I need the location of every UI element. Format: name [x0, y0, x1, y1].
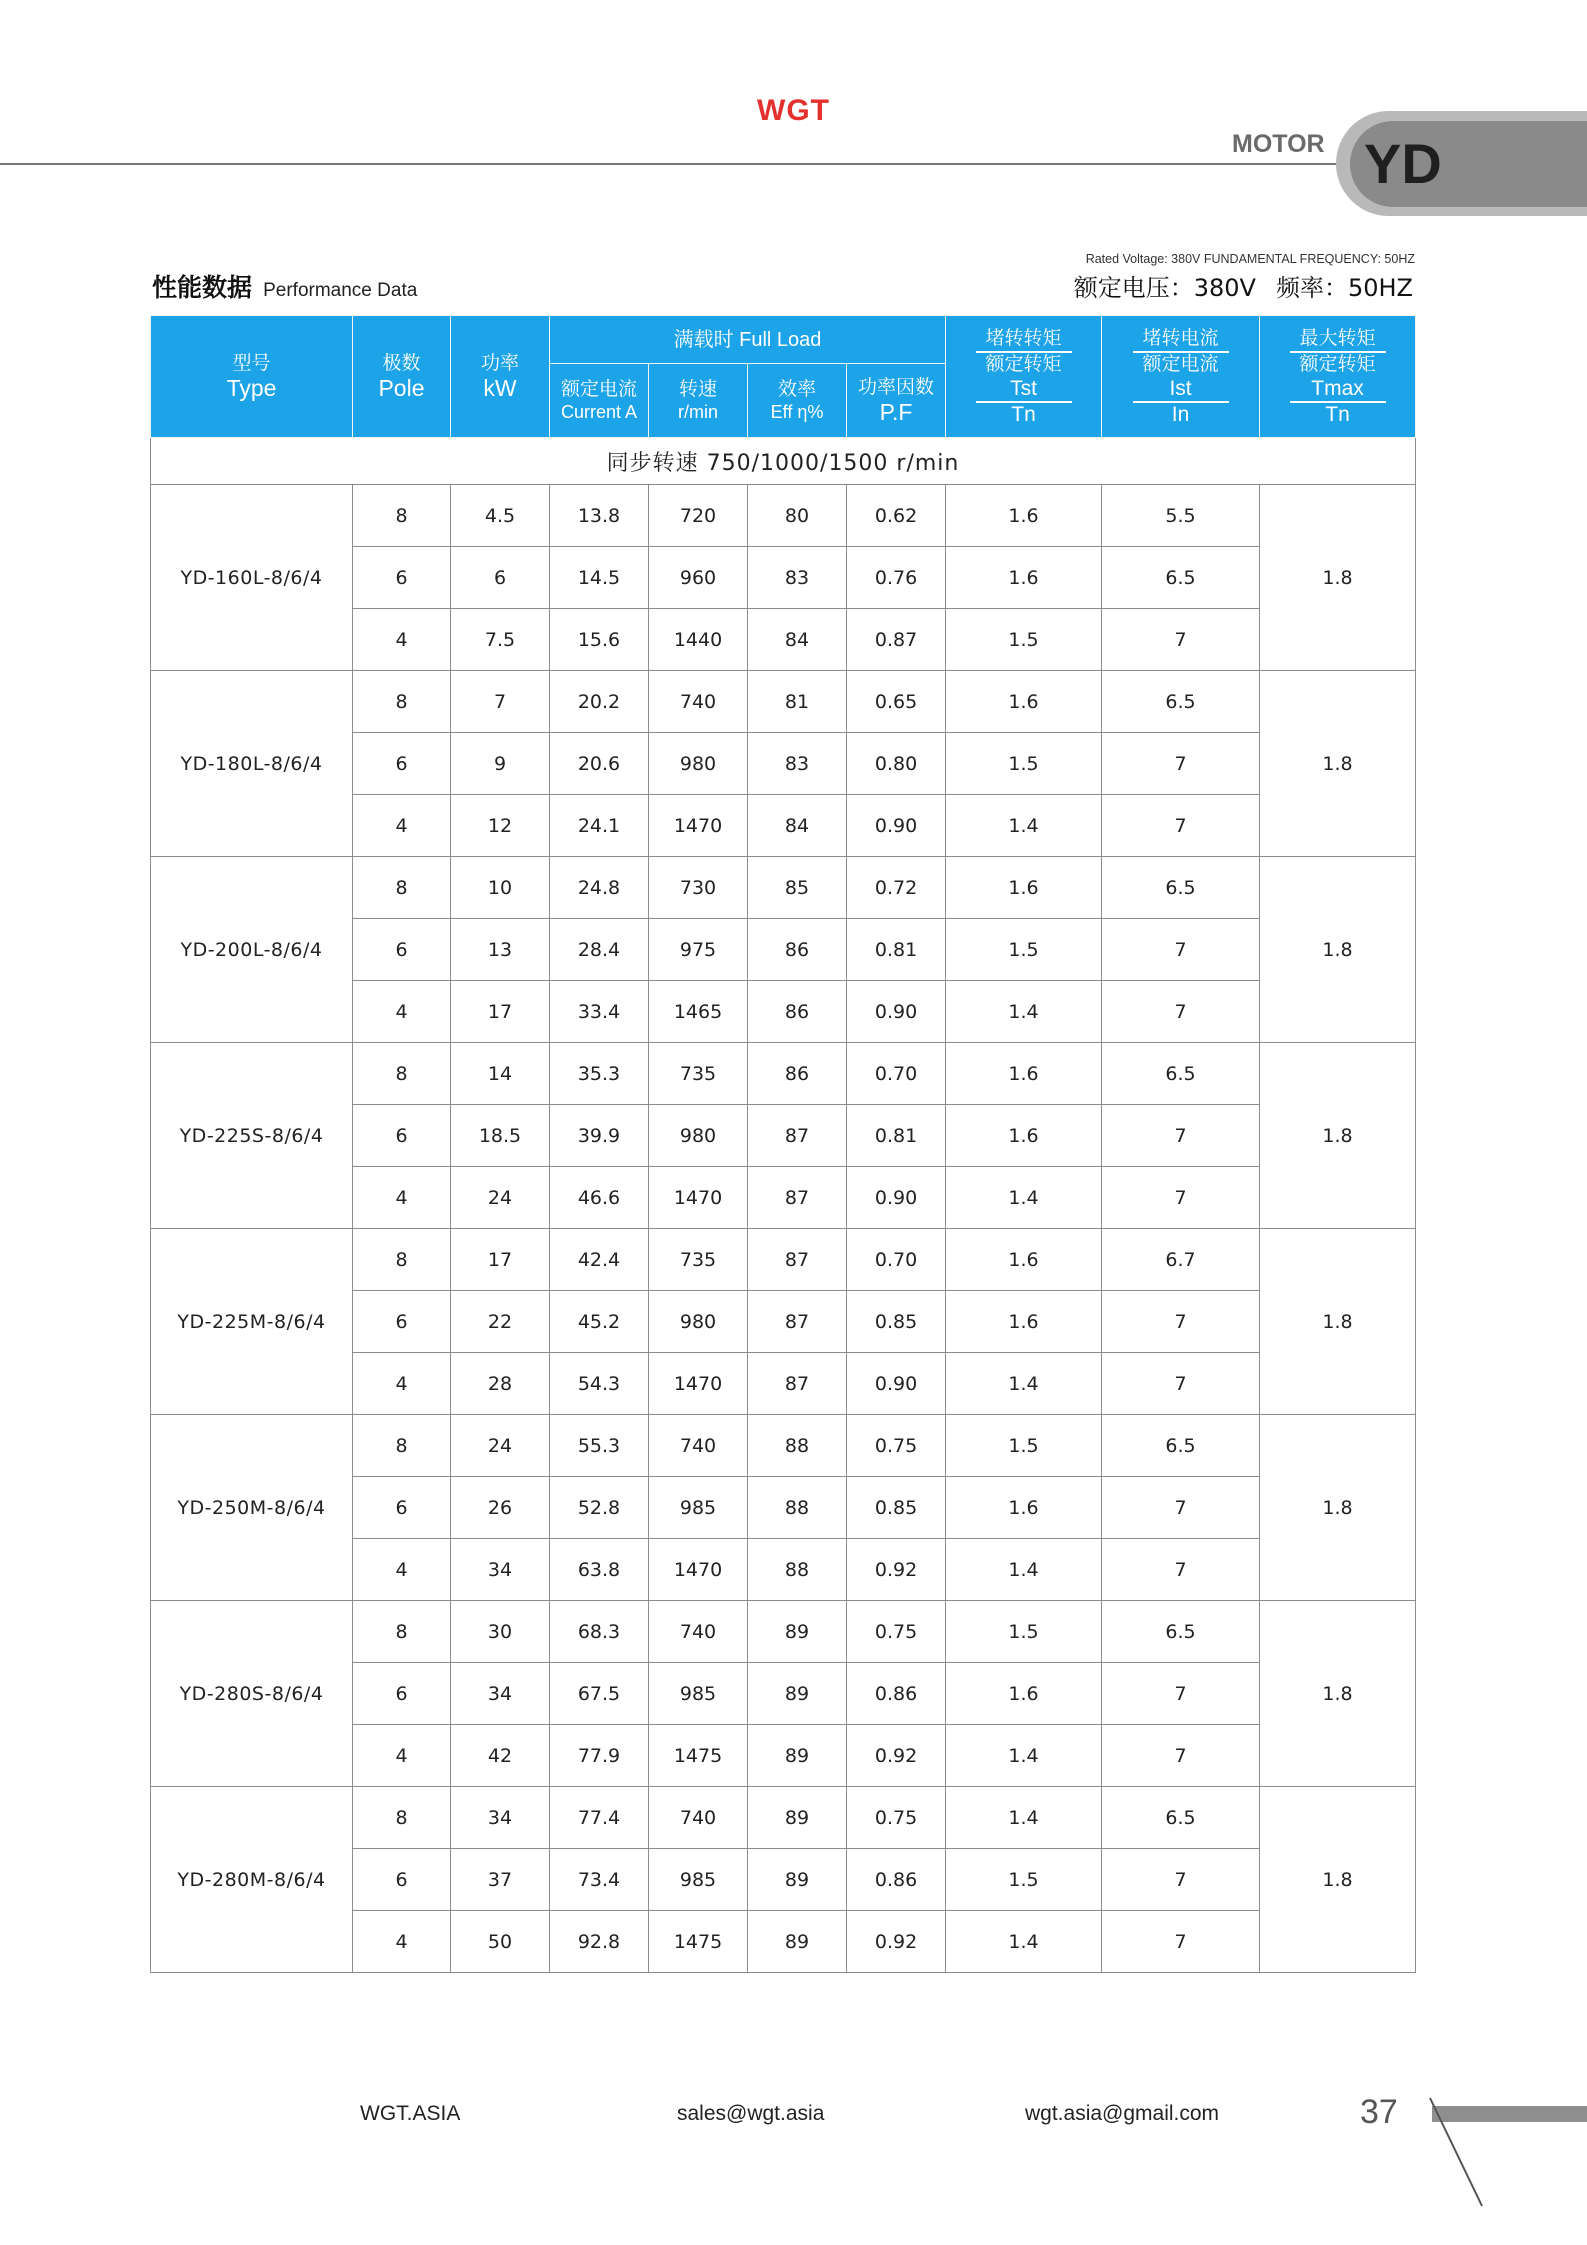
cell-power: 28	[451, 1353, 550, 1415]
table-row	[151, 1787, 1416, 1849]
cell-pole: 8	[353, 671, 451, 733]
footer-email-gmail: wgt.asia@gmail.com	[1025, 2102, 1220, 2125]
table-row	[151, 1415, 1416, 1477]
cell-power: 24	[451, 1167, 550, 1229]
rated-voltage: 额定电压：380V	[1073, 274, 1256, 302]
cell-efficiency: 88	[748, 1415, 847, 1477]
model-type: YD-280S-8/6/4	[151, 1601, 353, 1787]
title-cn: 性能数据	[152, 273, 253, 302]
cell-power: 42	[451, 1725, 550, 1787]
cell-power-factor: 0.81	[847, 919, 946, 981]
cell-efficiency: 89	[748, 1849, 847, 1911]
cell-current: 24.8	[550, 857, 649, 919]
col-speed: 转速 r/min	[649, 364, 748, 438]
cell-ist-ratio: 6.5	[1102, 671, 1260, 733]
cell-speed: 720	[649, 485, 748, 547]
cell-power-factor: 0.70	[847, 1043, 946, 1105]
cell-speed: 740	[649, 1787, 748, 1849]
cell-pole: 4	[353, 1167, 451, 1229]
model-type: YD-160L-8/6/4	[151, 485, 353, 671]
cell-tmax-ratio: 1.8	[1260, 1415, 1416, 1601]
cell-speed: 1470	[649, 795, 748, 857]
cell-ist-ratio: 7	[1102, 1849, 1260, 1911]
cell-speed: 735	[649, 1043, 748, 1105]
cell-pole: 4	[353, 1911, 451, 1973]
col-pole: 极数 Pole	[353, 316, 451, 438]
cell-efficiency: 81	[748, 671, 847, 733]
cell-power-factor: 0.92	[847, 1911, 946, 1973]
cell-power-factor: 0.90	[847, 981, 946, 1043]
cell-efficiency: 87	[748, 1291, 847, 1353]
cell-efficiency: 84	[748, 609, 847, 671]
cell-power: 13	[451, 919, 550, 981]
cell-power: 18.5	[451, 1105, 550, 1167]
section-label: MOTOR	[1232, 130, 1325, 158]
cell-pole: 8	[353, 1601, 451, 1663]
cell-speed: 980	[649, 1105, 748, 1167]
cell-speed: 1440	[649, 609, 748, 671]
page-title	[152, 268, 417, 304]
title-en: Performance Data	[263, 280, 418, 301]
cell-current: 35.3	[550, 1043, 649, 1105]
cell-current: 73.4	[550, 1849, 649, 1911]
cell-current: 54.3	[550, 1353, 649, 1415]
cell-ist-ratio: 6.5	[1102, 1787, 1260, 1849]
cell-ist-ratio: 7	[1102, 1353, 1260, 1415]
cell-tst-ratio: 1.4	[946, 1911, 1102, 1973]
cell-power-factor: 0.65	[847, 671, 946, 733]
cell-tst-ratio: 1.4	[946, 1787, 1102, 1849]
cell-speed: 740	[649, 1415, 748, 1477]
cell-current: 46.6	[550, 1167, 649, 1229]
cell-speed: 975	[649, 919, 748, 981]
table-row	[151, 1043, 1416, 1105]
cell-power: 17	[451, 981, 550, 1043]
rated-voltage-frequency	[1074, 268, 1413, 303]
cell-speed: 985	[649, 1849, 748, 1911]
cell-tst-ratio: 1.6	[946, 1291, 1102, 1353]
cell-pole: 6	[353, 1477, 451, 1539]
cell-efficiency: 89	[748, 1725, 847, 1787]
cell-power-factor: 0.87	[847, 609, 946, 671]
cell-power: 10	[451, 857, 550, 919]
cell-tst-ratio: 1.4	[946, 1353, 1102, 1415]
cell-power: 34	[451, 1787, 550, 1849]
cell-power: 4.5	[451, 485, 550, 547]
cell-pole: 8	[353, 1415, 451, 1477]
cell-pole: 6	[353, 547, 451, 609]
table-row	[151, 857, 1416, 919]
cell-tst-ratio: 1.5	[946, 733, 1102, 795]
model-rows	[151, 485, 1416, 1973]
cell-efficiency: 84	[748, 795, 847, 857]
cell-ist-ratio: 6.5	[1102, 1415, 1260, 1477]
cell-efficiency: 86	[748, 981, 847, 1043]
cell-power-factor: 0.75	[847, 1787, 946, 1849]
cell-tmax-ratio: 1.8	[1260, 1601, 1416, 1787]
model-type: YD-280M-8/6/4	[151, 1787, 353, 1973]
cell-current: 39.9	[550, 1105, 649, 1167]
cell-pole: 6	[353, 1105, 451, 1167]
cell-tst-ratio: 1.4	[946, 1539, 1102, 1601]
cell-ist-ratio: 7	[1102, 1291, 1260, 1353]
cell-efficiency: 87	[748, 1167, 847, 1229]
footer-site: WGT.ASIA	[360, 2102, 461, 2125]
cell-ist-ratio: 6.5	[1102, 857, 1260, 919]
cell-efficiency: 89	[748, 1911, 847, 1973]
cell-power-factor: 0.70	[847, 1229, 946, 1291]
cell-tst-ratio: 1.4	[946, 1167, 1102, 1229]
cell-power: 37	[451, 1849, 550, 1911]
cell-tst-ratio: 1.4	[946, 795, 1102, 857]
header-divider	[0, 163, 1345, 165]
cell-tst-ratio: 1.6	[946, 1663, 1102, 1725]
cell-tst-ratio: 1.5	[946, 1849, 1102, 1911]
cell-pole: 8	[353, 1043, 451, 1105]
cell-current: 14.5	[550, 547, 649, 609]
cell-ist-ratio: 7	[1102, 1167, 1260, 1229]
cell-power-factor: 0.85	[847, 1477, 946, 1539]
cell-pole: 4	[353, 1725, 451, 1787]
cell-tst-ratio: 1.6	[946, 857, 1102, 919]
cell-current: 28.4	[550, 919, 649, 981]
product-code: YD	[1364, 132, 1442, 195]
cell-pole: 4	[353, 1539, 451, 1601]
cell-efficiency: 87	[748, 1105, 847, 1167]
cell-tst-ratio: 1.6	[946, 671, 1102, 733]
cell-power: 7.5	[451, 609, 550, 671]
cell-current: 77.9	[550, 1725, 649, 1787]
cell-efficiency: 88	[748, 1477, 847, 1539]
col-type: 型号 Type	[151, 316, 353, 438]
table-row	[151, 1229, 1416, 1291]
cell-efficiency: 89	[748, 1601, 847, 1663]
cell-power-factor: 0.92	[847, 1725, 946, 1787]
cell-ist-ratio: 7	[1102, 1725, 1260, 1787]
cell-current: 45.2	[550, 1291, 649, 1353]
cell-speed: 1470	[649, 1539, 748, 1601]
cell-efficiency: 88	[748, 1539, 847, 1601]
cell-speed: 740	[649, 1601, 748, 1663]
cell-current: 67.5	[550, 1663, 649, 1725]
table-row	[151, 1601, 1416, 1663]
cell-efficiency: 89	[748, 1787, 847, 1849]
cell-ist-ratio: 7	[1102, 1663, 1260, 1725]
cell-pole: 6	[353, 1849, 451, 1911]
cell-power-factor: 0.90	[847, 1353, 946, 1415]
cell-tst-ratio: 1.6	[946, 547, 1102, 609]
cell-speed: 730	[649, 857, 748, 919]
cell-ist-ratio: 7	[1102, 1911, 1260, 1973]
cell-power: 26	[451, 1477, 550, 1539]
table-row	[151, 485, 1416, 547]
cell-ist-ratio: 7	[1102, 609, 1260, 671]
cell-power: 12	[451, 795, 550, 857]
cell-power-factor: 0.92	[847, 1539, 946, 1601]
cell-power-factor: 0.85	[847, 1291, 946, 1353]
cell-current: 92.8	[550, 1911, 649, 1973]
cell-power-factor: 0.62	[847, 485, 946, 547]
cell-tst-ratio: 1.4	[946, 1725, 1102, 1787]
col-tst: 堵转转矩 额定转矩 Tst Tn	[946, 316, 1102, 438]
cell-power: 22	[451, 1291, 550, 1353]
cell-ist-ratio: 7	[1102, 733, 1260, 795]
cell-speed: 740	[649, 671, 748, 733]
rated-voltage-note: Rated Voltage: 380V FUNDAMENTAL FREQUENCY: 50HZ	[1085, 252, 1415, 266]
cell-current: 24.1	[550, 795, 649, 857]
cell-ist-ratio: 6.5	[1102, 1043, 1260, 1105]
col-ist: 堵转电流 额定电流 Ist In	[1102, 316, 1260, 438]
cell-efficiency: 80	[748, 485, 847, 547]
cell-speed: 1475	[649, 1911, 748, 1973]
cell-efficiency: 86	[748, 919, 847, 981]
cell-ist-ratio: 7	[1102, 1539, 1260, 1601]
cell-tst-ratio: 1.4	[946, 981, 1102, 1043]
cell-tst-ratio: 1.6	[946, 1105, 1102, 1167]
cell-power: 34	[451, 1539, 550, 1601]
cell-ist-ratio: 7	[1102, 795, 1260, 857]
cell-power: 9	[451, 733, 550, 795]
cell-current: 68.3	[550, 1601, 649, 1663]
cell-efficiency: 83	[748, 733, 847, 795]
cell-ist-ratio: 6.5	[1102, 547, 1260, 609]
cell-efficiency: 85	[748, 857, 847, 919]
cell-current: 20.2	[550, 671, 649, 733]
cell-current: 13.8	[550, 485, 649, 547]
model-type: YD-180L-8/6/4	[151, 671, 353, 857]
cell-speed: 1475	[649, 1725, 748, 1787]
cell-pole: 4	[353, 1353, 451, 1415]
cell-tmax-ratio: 1.8	[1260, 857, 1416, 1043]
cell-speed: 1465	[649, 981, 748, 1043]
cell-current: 20.6	[550, 733, 649, 795]
cell-current: 52.8	[550, 1477, 649, 1539]
cell-speed: 980	[649, 1291, 748, 1353]
cell-power: 6	[451, 547, 550, 609]
cell-efficiency: 83	[748, 547, 847, 609]
cell-current: 42.4	[550, 1229, 649, 1291]
cell-current: 55.3	[550, 1415, 649, 1477]
cell-ist-ratio: 7	[1102, 919, 1260, 981]
cell-power: 34	[451, 1663, 550, 1725]
cell-pole: 8	[353, 1787, 451, 1849]
cell-power-factor: 0.86	[847, 1663, 946, 1725]
cell-ist-ratio: 6.5	[1102, 1601, 1260, 1663]
cell-power-factor: 0.90	[847, 795, 946, 857]
cell-pole: 8	[353, 1229, 451, 1291]
cell-power: 30	[451, 1601, 550, 1663]
cell-current: 77.4	[550, 1787, 649, 1849]
cell-speed: 985	[649, 1477, 748, 1539]
cell-power: 17	[451, 1229, 550, 1291]
cell-ist-ratio: 6.7	[1102, 1229, 1260, 1291]
model-type: YD-250M-8/6/4	[151, 1415, 353, 1601]
wgt-logo: WGT	[757, 94, 830, 127]
cell-efficiency: 87	[748, 1229, 847, 1291]
cell-pole: 4	[353, 609, 451, 671]
cell-power-factor: 0.75	[847, 1601, 946, 1663]
cell-tst-ratio: 1.5	[946, 1601, 1102, 1663]
cell-tst-ratio: 1.5	[946, 1415, 1102, 1477]
cell-tst-ratio: 1.6	[946, 1477, 1102, 1539]
cell-pole: 8	[353, 857, 451, 919]
cell-efficiency: 86	[748, 1043, 847, 1105]
cell-tst-ratio: 1.6	[946, 1043, 1102, 1105]
cell-pole: 6	[353, 919, 451, 981]
cell-power-factor: 0.86	[847, 1849, 946, 1911]
cell-pole: 4	[353, 795, 451, 857]
rated-frequency: 频率：50HZ	[1275, 274, 1413, 302]
cell-tst-ratio: 1.5	[946, 609, 1102, 671]
cell-power-factor: 0.75	[847, 1415, 946, 1477]
cell-efficiency: 87	[748, 1353, 847, 1415]
cell-power: 50	[451, 1911, 550, 1973]
cell-tmax-ratio: 1.8	[1260, 1787, 1416, 1973]
cell-ist-ratio: 7	[1102, 981, 1260, 1043]
cell-speed: 985	[649, 1663, 748, 1725]
cell-pole: 4	[353, 981, 451, 1043]
col-group-full-load: 满载时 Full Load	[550, 316, 946, 364]
col-power: 功率 kW	[451, 316, 550, 438]
cell-speed: 980	[649, 733, 748, 795]
model-type: YD-200L-8/6/4	[151, 857, 353, 1043]
model-type: YD-225S-8/6/4	[151, 1043, 353, 1229]
cell-pole: 8	[353, 485, 451, 547]
cell-speed: 1470	[649, 1167, 748, 1229]
cell-tmax-ratio: 1.8	[1260, 1043, 1416, 1229]
cell-current: 63.8	[550, 1539, 649, 1601]
sync-speed-row: 同步转速 750/1000/1500 r/min	[151, 438, 1416, 485]
col-efficiency: 效率 Eff η%	[748, 364, 847, 438]
cell-tst-ratio: 1.6	[946, 1229, 1102, 1291]
cell-speed: 1470	[649, 1353, 748, 1415]
cell-pole: 6	[353, 1663, 451, 1725]
col-tmax: 最大转矩 额定转矩 Tmax Tn	[1260, 316, 1416, 438]
cell-current: 33.4	[550, 981, 649, 1043]
cell-speed: 735	[649, 1229, 748, 1291]
col-power-factor: 功率因数 P.F	[847, 364, 946, 438]
col-current: 额定电流 Current A	[550, 364, 649, 438]
performance-table	[150, 315, 1416, 1973]
cell-power: 14	[451, 1043, 550, 1105]
cell-pole: 6	[353, 733, 451, 795]
cell-power-factor: 0.81	[847, 1105, 946, 1167]
cell-power-factor: 0.76	[847, 547, 946, 609]
model-type: YD-225M-8/6/4	[151, 1229, 353, 1415]
cell-tst-ratio: 1.5	[946, 919, 1102, 981]
cell-pole: 6	[353, 1291, 451, 1353]
cell-tst-ratio: 1.6	[946, 485, 1102, 547]
cell-ist-ratio: 5.5	[1102, 485, 1260, 547]
cell-power: 7	[451, 671, 550, 733]
cell-power: 24	[451, 1415, 550, 1477]
cell-tmax-ratio: 1.8	[1260, 1229, 1416, 1415]
cell-tmax-ratio: 1.8	[1260, 671, 1416, 857]
cell-ist-ratio: 7	[1102, 1477, 1260, 1539]
footer-accent-line	[1420, 2098, 1500, 2208]
cell-tmax-ratio: 1.8	[1260, 485, 1416, 671]
cell-speed: 960	[649, 547, 748, 609]
footer-email-sales: sales@wgt.asia	[677, 2102, 825, 2125]
table-row	[151, 671, 1416, 733]
cell-ist-ratio: 7	[1102, 1105, 1260, 1167]
page-number: 37	[1360, 2093, 1398, 2131]
cell-power-factor: 0.80	[847, 733, 946, 795]
cell-power-factor: 0.72	[847, 857, 946, 919]
cell-current: 15.6	[550, 609, 649, 671]
cell-efficiency: 89	[748, 1663, 847, 1725]
cell-power-factor: 0.90	[847, 1167, 946, 1229]
